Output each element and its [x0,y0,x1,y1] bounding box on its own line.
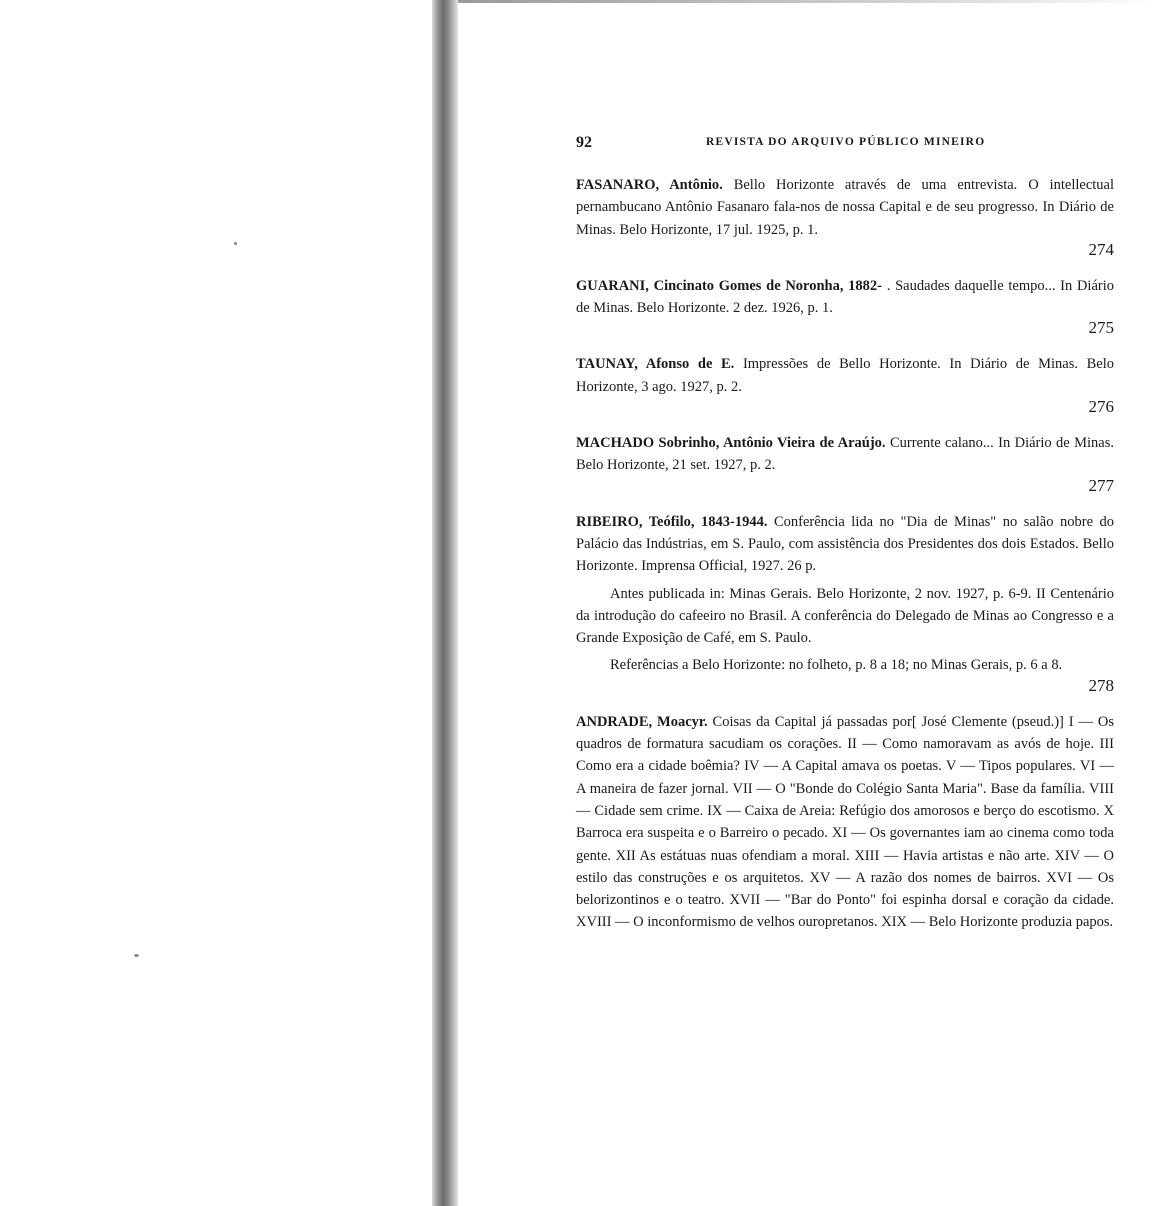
entry-author: ANDRADE, Moacyr. [576,713,708,730]
entry-author: TAUNAY, Afonso de E. [576,356,735,373]
scan-speck [234,242,237,245]
bibliography-entries [576,174,1114,934]
entry-citation [576,353,1114,398]
scan-speck [134,954,139,957]
entry-citation [576,511,1114,578]
entry-text: Conferência lida no "Dia de Minas" no salão nobre do Palácio das Indústrias, em S. Paulo, com assistência dos Presidentes dos dois Estados. Bello Horizonte. Imprensa Official, 1927. 26 p. [576,513,1114,575]
bibliography-entry [576,511,1114,697]
bibliography-entry [576,275,1114,340]
page-top-edge [458,0,1160,3]
bibliography-entry [576,432,1114,497]
entry-text: Currente calano... In Diário de Minas. Belo Horizonte, 21 set. 1927, p. 2. [576,435,1114,474]
entry-text: Bello Horizonte através de uma entrevista. O intellectual pernambucano Antônio Fasanaro fala-nos de nossa Capital e de seu progresso. In Diário de Minas. Belo Horizonte, 17 jul. 1925, p. 1. [576,177,1114,238]
entry-text: . Saudades daquelle tempo... In Diário de Minas. Belo Horizonte. 2 dez. 1926, p. 1. [576,277,1115,317]
entry-citation [576,174,1114,241]
entry-note: Referências a Belo Horizonte: no folheto, p. 8 a 18; no Minas Gerais, p. 6 a 8. [610,657,1063,674]
entry-citation [576,275,1114,320]
entry-author: FASANARO, Antônio. [576,177,723,193]
book-gutter-shadow [432,0,458,1206]
entry-citation [576,711,1114,934]
entry-number: 276 [1088,397,1114,417]
bibliography-entry [576,711,1114,934]
entry-citation [576,432,1114,477]
journal-title: REVISTA DO ARQUIVO PÚBLICO MINEIRO [706,136,986,148]
entry-author: MACHADO Sobrinho, Antônio Vieira de Araújo. [576,435,886,452]
bibliography-entry [576,174,1114,261]
document-page [576,128,1114,948]
entry-text: Impressões de Bello Horizonte. In Diário de Minas. Belo Horizonte, 3 ago. 1927, p. 2. [576,356,1115,395]
bibliography-entry [576,353,1114,418]
entry-number: 275 [1088,318,1114,338]
entry-author: RIBEIRO, Teófilo, 1843-1944. [576,513,768,530]
running-head [576,128,1114,156]
entry-number: 277 [1088,475,1114,495]
entry-number: 274 [1088,239,1114,259]
page-number: 92 [576,134,592,151]
entry-number: 278 [1088,675,1114,695]
entry-author: GUARANI, Cincinato Gomes de Noronha, 1882- [576,277,883,294]
entry-note: Antes publicada in: Minas Gerais. Belo Horizonte, 2 nov. 1927, p. 6-9. II Centenário da introdução do cafeeiro no Brasil. A conferência do Delegado de Minas ao Congresso e a Grande Exposição de Café, em S. Paulo. [576,585,1114,647]
entry-text: Coisas da Capital já passadas por[ José Clemente (pseud.)] I — Os quadros de formatura sacudiam os corações. II — Como namoravam as avós de hoje. III Como era a cidade boêmia? IV — A Capital amava os poetas. V — Tipos populares. VI — A maneira de fazer jornal. VII — O "Bonde do Colégio Santa Maria". Base da família. VIII — Cidade sem crime. IX — Caixa de Areia: Refúgio dos amorosos e berço do escotismo. X Barroca era suspeita e o Barreiro o pecado. XI — Os governantes iam ao cinema como toda gente. XII As estátuas nuas ofendiam a moral. XIII — Havia artistas e não arte. XIV — O estilo das construções e os arquitetos. XV — A razão dos nomes de bairros. XVI — Os belorizontinos e o teatro. XVII — "Bar do Ponto" foi espinha dorsal e coração da cidade. XVIII — O inconformismo de velhos ouropretanos. XIX — Belo Horizonte produzia papos. [576,713,1115,931]
